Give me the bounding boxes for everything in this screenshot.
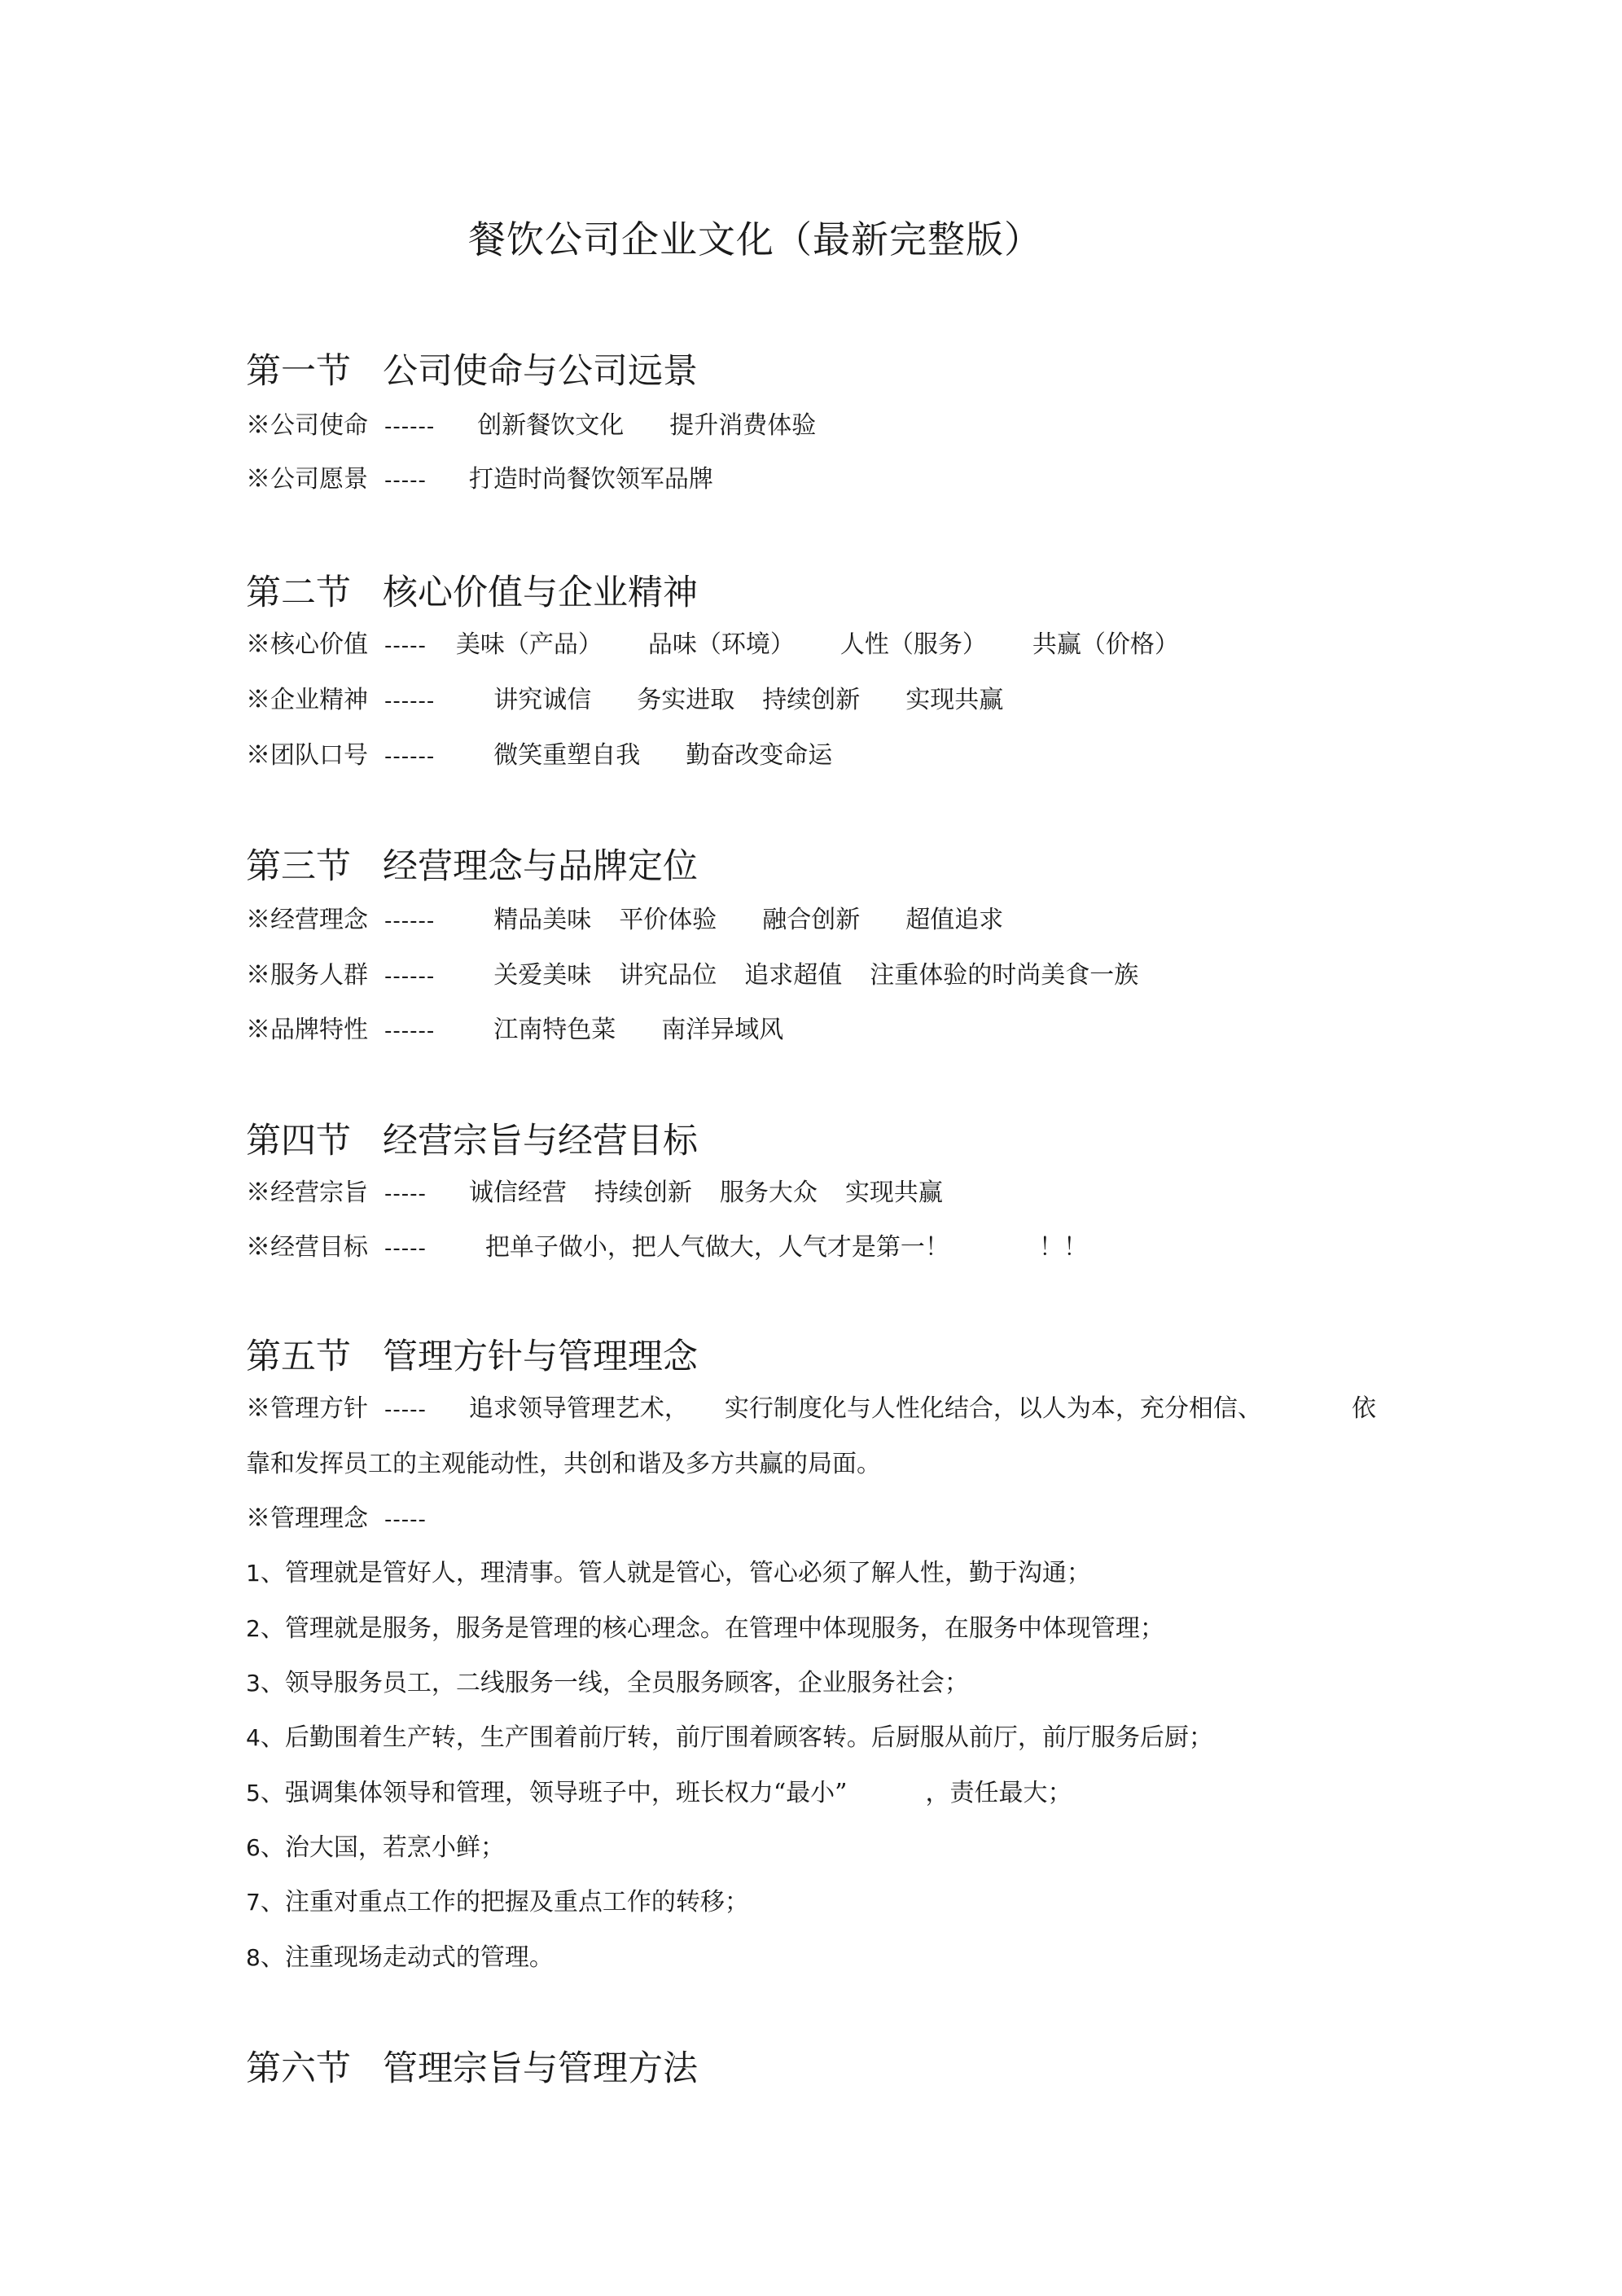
section-title: 公司使命与公司远景 [383, 351, 698, 392]
line-dash: ------ [384, 415, 436, 439]
philosophy-line [246, 904, 1003, 937]
brand-line [246, 1014, 783, 1047]
line-item: 美味（产品） [455, 630, 603, 659]
concept-item-3: 3、领导服务员工，二线服务一线，全员服务顾客，企业服务社会； [246, 1669, 969, 1697]
section-number: 第三节 [246, 846, 351, 887]
concept-line [246, 1503, 469, 1536]
line-item: 持续创新 [762, 686, 861, 714]
line-item: 把单子做小，把人气做大，人气才是第一！ [484, 1233, 949, 1262]
line-label: ※经营理念 [246, 906, 368, 934]
line-label: ※公司使命 [246, 411, 368, 440]
policy-text: 依 [1352, 1394, 1376, 1423]
section-title: 经营理念与品牌定位 [383, 846, 698, 887]
slogan-line [246, 740, 832, 773]
core-value-line [246, 629, 1179, 662]
line-label: ※公司愿景 [246, 465, 368, 494]
concept-item-7: 7、注重对重点工作的把握及重点工作的转移； [246, 1888, 749, 1916]
line-dash: ------ [384, 744, 436, 769]
policy-line [246, 1393, 1378, 1426]
concept-item-2: 2、管理就是服务，服务是管理的核心理念。在管理中体现服务，在服务中体现管理； [246, 1614, 1164, 1643]
line-item: 提升消费体验 [669, 411, 817, 440]
line-dash: ----- [384, 468, 427, 493]
line-item: 务实进取 [637, 686, 735, 714]
section-5-heading [246, 1329, 698, 1379]
line-dash: ------ [384, 1019, 436, 1043]
section-2-heading [246, 565, 698, 615]
line-item: 江南特色菜 [493, 1016, 616, 1044]
line-item: 实现共赢 [844, 1179, 943, 1207]
concept-item-4: 4、后勤围着生产转，生产围着前厅转，前厅围着顾客转。后厨服从前厅，前厅服务后厨； [246, 1723, 1213, 1752]
line-item: ！！ [1038, 1233, 1088, 1262]
line-dash: ----- [384, 634, 427, 658]
goal-line [246, 1231, 1088, 1265]
section-number: 第二节 [246, 573, 351, 613]
line-label: ※经营宗旨 [246, 1179, 368, 1207]
section-3-heading [246, 839, 698, 889]
line-dash: ----- [384, 1398, 427, 1422]
line-item: 创新餐饮文化 [477, 411, 625, 440]
concept-item-5: 5、强调集体领导和管理，领导班子中，班长权力“最小” ，责任最大； [246, 1779, 1072, 1807]
line-item: 注重体验的时尚美食一族 [870, 961, 1139, 990]
policy-continued: 靠和发挥员工的主观能动性，共创和谐及多方共赢的局面。 [246, 1450, 881, 1478]
line-label: ※核心价值 [246, 630, 368, 659]
line-item: 微笑重塑自我 [493, 741, 641, 770]
section-6-heading [246, 2041, 698, 2091]
line-item: 平价体验 [619, 906, 717, 934]
audience-line [246, 959, 1138, 993]
line-item: 融合创新 [762, 906, 861, 934]
section-title: 管理宗旨与管理方法 [383, 2048, 698, 2089]
line-dash: ------ [384, 909, 436, 933]
line-label: ※管理理念 [246, 1504, 368, 1533]
concept-item-1: 1、管理就是管好人，理清事。管人就是管心，管心必须了解人性，勤于沟通； [246, 1559, 1091, 1587]
mission-line [246, 410, 816, 443]
line-item: 服务大众 [719, 1179, 818, 1207]
purpose-line [246, 1177, 943, 1210]
line-label: ※团队口号 [246, 741, 368, 770]
document-title: 餐饮公司企业文化（最新完整版） [468, 217, 1042, 261]
line-item: 追求超值 [744, 961, 843, 990]
line-dash: ----- [384, 1182, 427, 1206]
line-label: ※管理方针 [246, 1394, 368, 1423]
section-title: 经营宗旨与经营目标 [383, 1121, 698, 1161]
line-item: 南洋异域风 [661, 1016, 784, 1044]
line-label: ※经营目标 [246, 1233, 368, 1262]
line-label: ※品牌特性 [246, 1016, 368, 1044]
line-item: 品味（环境） [647, 630, 795, 659]
line-dash: ----- [384, 1508, 427, 1532]
line-item: 持续创新 [594, 1179, 692, 1207]
line-dash: ----- [384, 1236, 427, 1261]
section-4-heading [246, 1113, 698, 1163]
line-item: 诚信经营 [468, 1179, 567, 1207]
line-item: 关爱美味 [493, 961, 592, 990]
line-item: 讲究诚信 [493, 686, 592, 714]
line-item: 精品美味 [493, 906, 592, 934]
line-item: 勤奋改变命运 [686, 741, 833, 770]
line-item: 共赢（价格） [1032, 630, 1179, 659]
section-title: 管理方针与管理理念 [383, 1337, 698, 1377]
concept-item-8: 8、注重现场走动式的管理。 [246, 1943, 554, 1972]
spirit-line [246, 684, 1003, 718]
line-label: ※企业精神 [246, 686, 368, 714]
policy-text: 追求领导管理艺术， [468, 1394, 689, 1423]
line-label: ※服务人群 [246, 961, 368, 990]
section-1-heading [246, 344, 698, 393]
section-number: 第一节 [246, 351, 351, 392]
line-item: 讲究品位 [619, 961, 717, 990]
vision-line [246, 463, 713, 497]
line-item: 打造时尚餐饮领军品牌 [468, 465, 713, 494]
section-number: 第五节 [246, 1337, 351, 1377]
section-number: 第四节 [246, 1121, 351, 1161]
line-item: 实现共赢 [905, 686, 1004, 714]
section-title: 核心价值与企业精神 [383, 573, 698, 613]
line-item: 超值追求 [905, 906, 1004, 934]
policy-text: 实行制度化与人性化结合，以人为本，充分相信、 [724, 1394, 1262, 1423]
line-dash: ------ [384, 689, 436, 713]
section-number: 第六节 [246, 2048, 351, 2089]
line-item: 人性（服务） [839, 630, 987, 659]
concept-item-6: 6、治大国，若烹小鲜； [246, 1833, 505, 1862]
line-dash: ------ [384, 964, 436, 989]
